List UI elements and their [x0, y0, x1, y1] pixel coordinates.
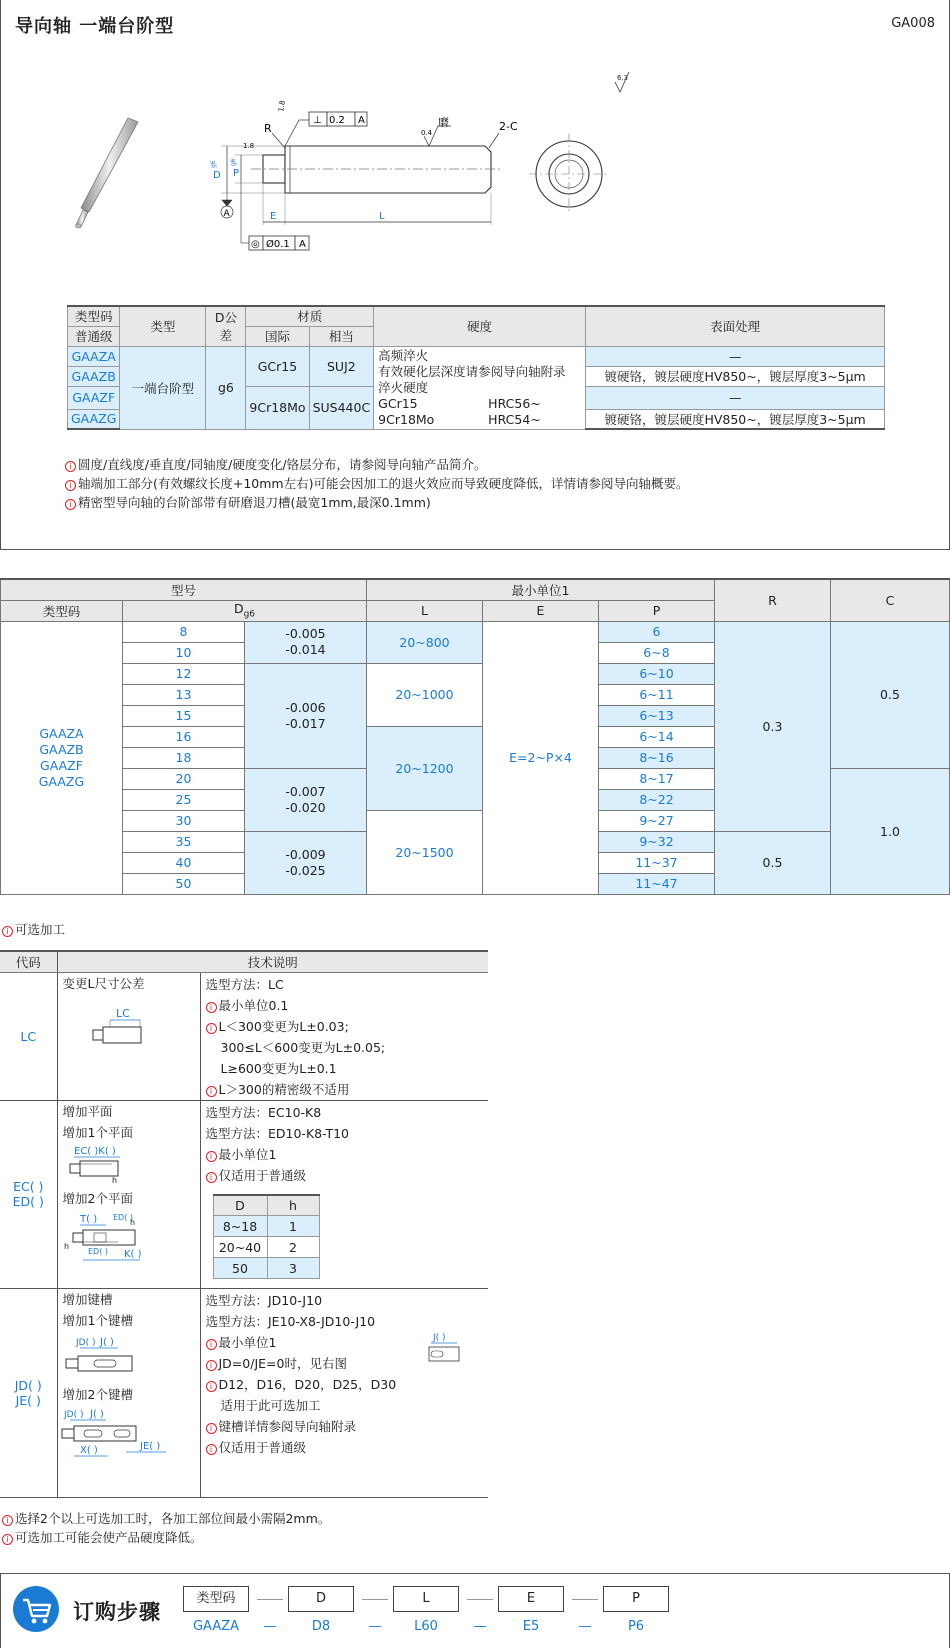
shaft-3d-picture	[76, 118, 139, 228]
option-line: i 仅适用于普通级	[201, 1165, 489, 1186]
info-icon: i	[206, 1339, 217, 1350]
option-lc-name: 变更L尺寸公差	[62, 975, 145, 991]
spec-code: GAAZG	[68, 409, 120, 429]
ec-label: EC( )K( )	[73, 1145, 116, 1157]
option-line: i D12，D16，D20，D25，D30	[201, 1374, 489, 1395]
size-table	[0, 578, 950, 895]
ec-h-label: h	[111, 1175, 117, 1185]
size-tol: -0.005 -0.014	[245, 621, 367, 663]
note-item: i 可选加工可能会使产品硬度降低。	[2, 1528, 330, 1547]
options-table	[0, 950, 488, 1498]
option-ec-figure-cell	[57, 1100, 200, 1288]
option-line: 选型方法：JD10-J10	[205, 1292, 323, 1308]
dim-1.8-side: 1.8	[243, 142, 255, 150]
spec-surface-chrome: 镀硬铬，镀层硬度HV850~，镀层厚度3~5μm	[586, 366, 885, 386]
dh-h: 3	[267, 1258, 319, 1279]
spec-code: GAAZA	[68, 346, 120, 366]
size-header-c: C	[831, 579, 950, 621]
size-header-model: 型号	[1, 579, 367, 600]
info-icon: i	[206, 1023, 217, 1034]
spec-type: 一端台阶型	[120, 346, 206, 429]
order-value-e: E5	[522, 1619, 540, 1634]
size-p: 6~8	[599, 642, 715, 663]
size-d: 40	[123, 852, 245, 873]
option-line: 选型方法：ED10-K8-T10	[205, 1125, 349, 1141]
option-line: i 键槽详情参阅导向轴附录	[201, 1416, 489, 1437]
ec-h-label-3: h	[63, 1241, 69, 1251]
info-icon: i	[206, 1423, 217, 1434]
order-label-type: 类型码	[183, 1586, 249, 1612]
spec-header-material: 材质	[246, 306, 374, 326]
ec-diagram-1	[58, 1143, 198, 1185]
cart-icon	[13, 1586, 59, 1632]
shaft-drawing	[61, 60, 629, 275]
size-r: 0.5	[715, 831, 831, 894]
product-code: GA008	[891, 16, 935, 31]
size-header-type-code: 类型码	[1, 600, 123, 621]
size-header-l: L	[367, 600, 483, 621]
product-spec-panel	[0, 0, 950, 550]
option-line: i 仅适用于普通级	[201, 1437, 489, 1458]
jd-diagram-2	[58, 1405, 198, 1467]
options-header-desc: 技术说明	[57, 951, 488, 972]
size-d: 30	[123, 810, 245, 831]
chamfer-label: 2-C	[499, 120, 518, 133]
option-jd-name: 增加键槽	[62, 1291, 113, 1307]
option-line: i 最小单位0.1	[201, 995, 489, 1016]
size-p: 9~32	[599, 831, 715, 852]
option-ec-name: 增加平面	[62, 1103, 113, 1119]
option-code-lc: LC	[0, 972, 57, 1100]
options-header-code: 代码	[0, 951, 57, 972]
order-dash: —	[263, 1619, 277, 1634]
option-line: i JD=0/JE=0时，见右图	[201, 1353, 489, 1374]
size-tol: -0.009 -0.025	[245, 831, 367, 894]
size-p: 6	[599, 621, 715, 642]
note-item: i 选择2个以上可选加工时，各加工部位间最小需隔2mm。	[2, 1509, 330, 1528]
grind-label: 磨	[438, 116, 449, 129]
order-steps	[0, 1573, 950, 1648]
option-code-ec: EC( ) ED( )	[0, 1100, 57, 1288]
dim-r: R	[264, 122, 272, 135]
order-label-d: D	[288, 1586, 354, 1612]
shaft-end-view	[529, 134, 609, 214]
option-jd-figure-cell	[57, 1288, 200, 1497]
size-p: 6~14	[599, 726, 715, 747]
order-label-l: L	[393, 1586, 459, 1612]
dim-d: D	[213, 170, 221, 181]
dh-d: 20~40	[213, 1237, 267, 1258]
ec-h-label-2: h	[129, 1217, 135, 1227]
size-d: 12	[123, 663, 245, 684]
perp-symbol-icon: ⊥	[313, 115, 322, 126]
lc-label: LC	[115, 1006, 130, 1020]
dh-header-d: D	[213, 1195, 267, 1216]
jd-label: JD( )	[75, 1337, 95, 1348]
size-l: 20~1200	[367, 726, 483, 810]
info-icon: i	[2, 926, 13, 937]
dim-p-sub: g6	[230, 158, 237, 166]
size-d: 15	[123, 705, 245, 726]
option-jd-desc	[200, 1288, 488, 1497]
size-l: 20~1000	[367, 663, 483, 726]
option-code-jd: JD( ) JE( )	[0, 1288, 57, 1497]
option-line: i 最小单位1	[201, 1332, 489, 1353]
option-ec-name: 增加1个平面	[62, 1124, 133, 1140]
size-d: 13	[123, 684, 245, 705]
option-ec-name: 增加2个平面	[62, 1190, 133, 1206]
page-title: 导向轴 一端台阶型	[15, 16, 175, 37]
j-label: J( )	[99, 1336, 114, 1348]
ec-k-label: K( )	[123, 1248, 142, 1260]
option-line: 300≤L＜600变更为L±0.05;	[220, 1039, 386, 1055]
option-line: i L＜300变更为L±0.03;	[201, 1016, 489, 1037]
spec-mat1-equiv: SUJ2	[309, 346, 374, 386]
size-c: 1.0	[831, 768, 950, 894]
size-p: 8~16	[599, 747, 715, 768]
size-d: 16	[123, 726, 245, 747]
dh-d: 8~18	[213, 1216, 267, 1237]
order-value-p: P6	[627, 1619, 645, 1634]
roughness-value-top: 6.3	[617, 74, 629, 82]
info-icon: i	[206, 1002, 217, 1013]
hardness-val2: HRC54~	[488, 411, 541, 427]
info-icon: i	[206, 1151, 217, 1162]
spec-code: GAAZF	[68, 386, 120, 409]
hardness-mat2: 9Cr18Mo	[378, 411, 435, 427]
option-ec-desc	[200, 1100, 488, 1288]
size-d: 50	[123, 873, 245, 894]
j-label-3: J( )	[432, 1332, 446, 1343]
perp-reference: A	[358, 115, 365, 126]
option-line: 选型方法：JE10-X8-JD10-J10	[205, 1313, 376, 1329]
note-item: i 轴端加工部分(有效螺纹长度+10mm左右)可能会因加工的退火效应而导致硬度降低，详情请参阅导向轴概要。	[65, 474, 689, 493]
dim-l: L	[379, 211, 385, 222]
j-label-2: J( )	[89, 1408, 104, 1420]
je-label: JE( )	[139, 1440, 160, 1452]
size-c: 0.5	[831, 621, 950, 768]
conc-tolerance: Ø0.1	[266, 239, 290, 250]
ec-ed-label-2: ED( )	[87, 1246, 108, 1256]
hardness-line: 淬火硬度	[378, 379, 429, 395]
option-line: L≥600变更为L±0.1	[220, 1060, 337, 1076]
size-p: 6~13	[599, 705, 715, 726]
info-icon: i	[206, 1086, 217, 1097]
size-r: 0.3	[715, 621, 831, 831]
spec-header-grade: 普通级	[68, 326, 120, 346]
info-icon: i	[206, 1444, 217, 1455]
lc-diagram	[58, 994, 198, 1074]
size-p: 6~11	[599, 684, 715, 705]
size-header-r: R	[715, 579, 831, 621]
option-lc-desc	[200, 972, 488, 1100]
order-dash: —	[473, 1619, 487, 1634]
ec-t-label: T( )	[79, 1213, 97, 1225]
grind-roughness-value: 0.4	[421, 129, 433, 137]
size-d: 10	[123, 642, 245, 663]
spec-header-surface: 表面处理	[586, 306, 885, 346]
size-d: 18	[123, 747, 245, 768]
spec-header-type: 类型	[120, 306, 206, 346]
spec-header-hardness: 硬度	[374, 306, 586, 346]
size-l: 20~800	[367, 621, 483, 663]
size-e: E=2~P×4	[483, 621, 599, 894]
spec-dtol: g6	[206, 346, 246, 429]
dim-e: E	[270, 211, 277, 222]
size-p: 9~27	[599, 810, 715, 831]
option-line: i L＞300的精密级不适用	[201, 1079, 489, 1100]
size-header-d: $D_{g6}$	[123, 600, 367, 621]
option-line: 选型方法：EC10-K8	[205, 1104, 322, 1120]
spec-header-type-code: 类型码	[68, 306, 120, 326]
dh-h: 2	[267, 1237, 319, 1258]
order-dash: —	[368, 1619, 382, 1634]
concentricity-icon: ◎	[251, 239, 260, 250]
dim-d-sub: g6	[210, 160, 217, 168]
size-d: 25	[123, 789, 245, 810]
x-label: X( )	[79, 1444, 98, 1456]
size-p: 8~17	[599, 768, 715, 789]
info-icon: i	[2, 1515, 13, 1526]
size-header-p: P	[599, 600, 715, 621]
options-title: i 可选加工	[2, 920, 65, 939]
order-title: 订购步骤	[73, 1600, 161, 1624]
info-icon: i	[206, 1360, 217, 1371]
hardness-line: 高频淬火	[378, 347, 429, 363]
jd-label-2: JD( )	[63, 1409, 83, 1420]
conc-reference: A	[299, 239, 306, 250]
order-dash: —	[578, 1619, 592, 1634]
d-h-table	[213, 1194, 320, 1280]
dim-1.8-top: 1.8	[277, 99, 287, 113]
note-item: i 精密型导向轴的台阶部带有研磨退刀槽(最宽1mm,最深0.1mm)	[65, 493, 689, 512]
spec-surface-chrome: 镀硬铬，镀层硬度HV850~，镀层厚度3~5μm	[586, 409, 885, 429]
size-header-min-unit: 最小单位1	[367, 579, 715, 600]
hardness-val1: HRC56~	[488, 395, 541, 411]
dh-h: 1	[267, 1216, 319, 1237]
info-icon: i	[65, 499, 76, 510]
perpendicularity-frame	[285, 112, 367, 146]
size-p: 11~37	[599, 852, 715, 873]
spec-hardness-cell	[374, 346, 586, 429]
spec-surface-none: —	[586, 386, 885, 409]
size-tol: -0.007 -0.020	[245, 768, 367, 831]
spec-header-equiv: 相当	[309, 326, 374, 346]
spec-table	[67, 305, 885, 430]
ec-ed-label: ED( )	[112, 1212, 133, 1222]
order-value-type: GAAZA	[192, 1619, 240, 1634]
size-d: 35	[123, 831, 245, 852]
jd-diagram-1	[58, 1331, 198, 1381]
note-item: i 圆度/直线度/垂直度/同轴度/硬度变化/铬层分布，请参阅导向轴产品简介。	[65, 455, 689, 474]
perp-tolerance: 0.2	[329, 115, 345, 126]
size-p: 8~22	[599, 789, 715, 810]
dim-p: P	[233, 168, 240, 179]
option-line: i 最小单位1	[201, 1144, 489, 1165]
info-icon: i	[65, 480, 76, 491]
size-l: 20~1500	[367, 810, 483, 894]
size-tol: -0.006 -0.017	[245, 663, 367, 768]
spec-surface-none: —	[586, 346, 885, 366]
jd-end-diagram	[419, 1329, 479, 1369]
option-line: 选型方法：LC	[205, 976, 284, 992]
info-icon: i	[65, 461, 76, 472]
size-p: 11~47	[599, 873, 715, 894]
spec-mat1-intl: GCr15	[246, 346, 309, 386]
datum-a: A	[223, 209, 230, 219]
order-label-p: P	[603, 1586, 669, 1612]
size-d: 8	[123, 621, 245, 642]
info-icon: i	[206, 1381, 217, 1392]
spec-mat2-equiv: SUS440C	[309, 386, 374, 429]
dh-header-h: h	[267, 1195, 319, 1216]
size-type-codes: GAAZA GAAZB GAAZF GAAZG	[1, 621, 123, 894]
hardness-line: 有效硬化层深度请参阅导向轴附录	[378, 363, 566, 379]
info-icon: i	[2, 1534, 13, 1545]
order-value-l: L60	[414, 1619, 438, 1634]
spec-mat2-intl: 9Cr18Mo	[246, 386, 309, 429]
option-lc-figure-cell	[57, 972, 200, 1100]
size-p: 6~10	[599, 663, 715, 684]
order-value-d: D8	[311, 1619, 331, 1634]
spec-header-dtol: D公差	[206, 306, 246, 346]
size-d: 20	[123, 768, 245, 789]
spec-header-intl: 国际	[246, 326, 309, 346]
top-notes	[65, 455, 689, 512]
option-jd-name: 增加1个键槽	[62, 1312, 133, 1328]
hardness-mat1: GCr15	[378, 395, 418, 411]
option-line: 适用于此可选加工	[220, 1397, 321, 1413]
dh-d: 50	[213, 1258, 267, 1279]
ec-diagram-2	[58, 1209, 198, 1269]
order-label-e: E	[498, 1586, 564, 1612]
info-icon: i	[206, 1172, 217, 1183]
option-jd-name: 增加2个键槽	[62, 1386, 133, 1402]
size-header-e: E	[483, 600, 599, 621]
spec-code: GAAZB	[68, 366, 120, 386]
bottom-notes	[2, 1509, 330, 1547]
